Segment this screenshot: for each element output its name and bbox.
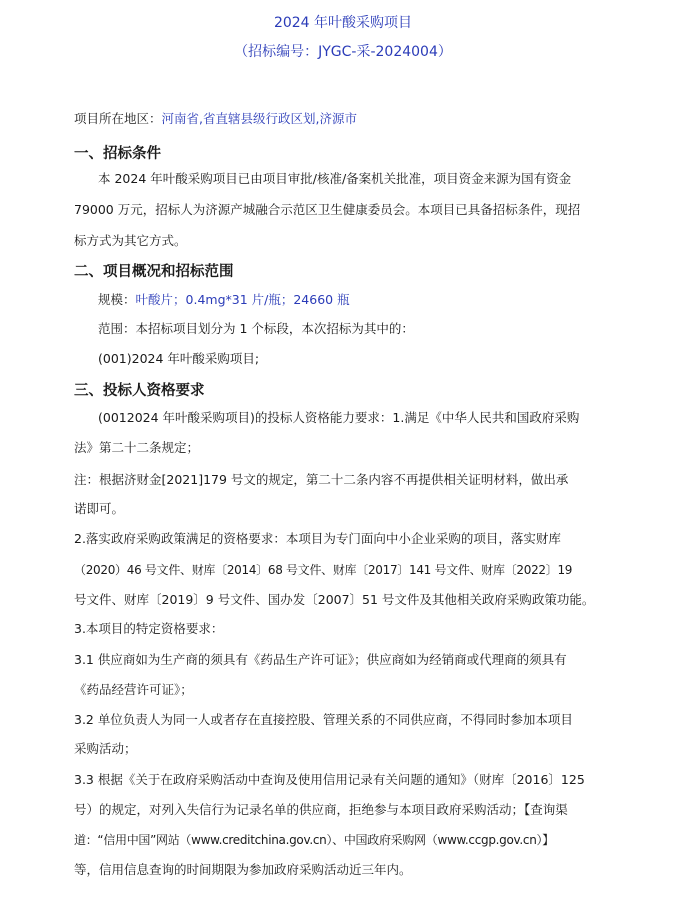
s3-p7-line-4: 等，信用信息查询的时间期限为参加政府采购活动近三年内。 (74, 862, 412, 877)
s3-p5-line-1: 3.1 供应商如为生产商的须具有《药品生产许可证》；供应商如为经销商或代理商的须具有 (74, 652, 567, 667)
s3-p6-line-2: 采购活动； (74, 741, 137, 756)
s3-p3-line-2: （2020）46 号文件、财库〔2014〕68 号文件、财库〔2017〕141 号文件、财库〔2022〕19 (74, 563, 573, 577)
s1-line-2: 79000 万元，招标人为济源产城融合示范区卫生健康委员会。本项目已具备招标条件，现招 (74, 202, 581, 217)
s3-p5-line-2: 《药品经营许可证》； (74, 682, 193, 697)
s3-p7-line-2: 号）的规定，对列入失信行为记录名单的供应商，拒绝参与本项目政府采购活动；【查询渠 (74, 802, 568, 817)
s3-p4: 3.本项目的特定资格要求： (74, 621, 224, 636)
project-region (74, 111, 357, 127)
tender-code: （招标编号：JYGC-采-2024004） (234, 44, 452, 60)
scale-label: 规模： (98, 292, 136, 307)
section-2-heading: 二、项目概况和招标范围 (74, 264, 234, 280)
section-3-heading: 三、投标人资格要求 (74, 383, 205, 399)
region-value: 河南省,省直辖县级行政区划,济源市 (161, 111, 357, 126)
s3-p3-line-1: 2.落实政府采购政策满足的资格要求：本项目为专门面向中小企业采购的项目，落实财库 (74, 531, 561, 546)
s3-p7-line-1: 3.3 根据《关于在政府采购活动中查询及使用信用记录有关问题的通知》（财库〔2016〕125 (74, 772, 585, 787)
s3-p1-line-1: (0012024 年叶酸采购项目)的投标人资格能力要求：1.满足《中华人民共和国政府采购 (98, 410, 580, 425)
s2-scale (98, 292, 350, 308)
section-1-heading: 一、招标条件 (74, 146, 161, 162)
s2-scope: 范围：本招标项目划分为 1 个标段，本次招标为其中的： (98, 321, 414, 336)
region-label: 项目所在地区： (74, 111, 162, 126)
s3-p6-line-1: 3.2 单位负责人为同一人或者存在直接控股、管理关系的不同供应商，不得同时参加本项目 (74, 712, 573, 727)
document-title: 2024 年叶酸采购项目 (273, 15, 413, 31)
s1-line-3: 标方式为其它方式。 (74, 233, 187, 248)
s2-lot: (001)2024 年叶酸采购项目; (98, 351, 260, 366)
s3-p2-line-1: 注：根据济财金[2021]179 号文的规定，第二十二条内容不再提供相关证明材料，做出承 (74, 472, 569, 487)
s3-p1-line-2: 法》第二十二条规定； (74, 440, 200, 455)
s1-line-1: 本 2024 年叶酸采购项目已由项目审批/核准/备案机关批准，项目资金来源为国有资金 (98, 171, 572, 186)
scale-value: 叶酸片；0.4mg*31 片/瓶；24660 瓶 (135, 292, 350, 307)
s3-p7-line-3: 道：“信用中国”网站（www.creditchina.gov.cn）、中国政府采购网（www.ccgp.gov.cn）】 (74, 833, 554, 847)
s3-p3-line-3: 号文件、财库〔2019〕9 号文件、国办发〔2007〕51 号文件及其他相关政府采购政策功能。 (74, 592, 595, 607)
s3-p2-line-2: 诺即可。 (74, 501, 125, 516)
